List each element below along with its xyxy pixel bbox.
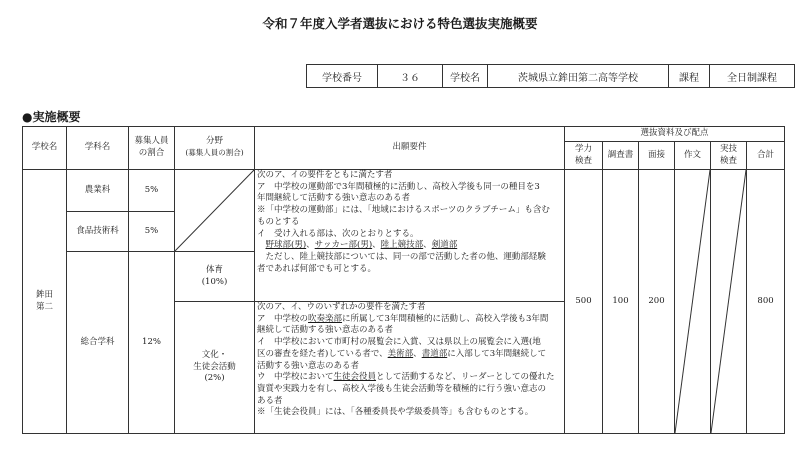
header-interview: 面接 (639, 142, 675, 170)
req2-line (257, 349, 562, 361)
header-practical-line1: 実技 (719, 143, 737, 154)
score-total: 800 (747, 170, 785, 434)
school-line1: 鉾田 (35, 289, 53, 300)
header-quota-line2: の割合 (138, 148, 165, 158)
field-sports (175, 252, 255, 302)
quota-food-technology: 5% (129, 212, 175, 252)
club-track: 陸上競技部 (380, 240, 424, 251)
header-field-line1: 分野 (205, 136, 223, 147)
score-essay-empty (675, 170, 711, 434)
score-report: 100 (603, 170, 639, 434)
header-academic-line1: 学力 (574, 143, 592, 154)
header-school: 学校名 (23, 127, 67, 170)
dept-food-technology: 食品技術科 (67, 212, 129, 252)
club-calligraphy: 書道部 (421, 348, 448, 359)
school-number-label: 学校番号 (307, 65, 378, 88)
requirements-sports (255, 170, 565, 302)
school-number-value: ３６ (378, 65, 443, 88)
student-council: 生徒会役員 (333, 372, 377, 383)
selection-overview-table (22, 126, 785, 434)
req2-line: ※「生徒会役員」には、「各種委員長や学級委員等」も含むものとする。 (257, 407, 534, 418)
header-essay: 作文 (675, 142, 711, 170)
document-title: 令和７年度入学者選抜における特色選抜実施概要 (262, 16, 538, 31)
diagonal-slash (711, 170, 746, 433)
diagonal-slash (675, 170, 710, 433)
club-soccer: サッカー部(男) (314, 240, 373, 251)
course-value: 全日制課程 (710, 65, 795, 88)
field-culture-line3: (2%) (204, 373, 225, 384)
field-culture (175, 302, 255, 434)
header-department: 学科名 (67, 127, 129, 170)
header-academic-test (565, 142, 603, 170)
header-total: 合計 (747, 142, 785, 170)
school-line2: 第二 (35, 301, 53, 312)
score-academic: 500 (565, 170, 603, 434)
header-materials: 選抜資料及び配点 (565, 127, 785, 142)
field-culture-line2: 生徒会活動 (193, 361, 236, 372)
dept-general: 総合学科 (67, 252, 129, 434)
school-info-table (306, 64, 795, 88)
header-practical-line2: 検査 (719, 155, 737, 166)
club-art: 美術部 (387, 348, 414, 359)
req2-text: ウ 中学校において (257, 372, 334, 383)
course-label: 課程 (669, 65, 710, 88)
header-field (175, 127, 255, 170)
req2-line: 活動する強い意志のある者 (257, 360, 360, 371)
school-name-label: 学校名 (443, 65, 488, 88)
req2-text: に入部して3年間継続して (447, 348, 547, 359)
req1-indent (257, 240, 266, 250)
requirements-culture (255, 302, 565, 434)
req2-line: イ 中学校において市町村の展覧会に入賞、又は県以上の展覧会に入選(地 (257, 337, 541, 348)
section-title: ●実施概要 (22, 110, 81, 124)
score-interview: 200 (639, 170, 675, 434)
req2-line: 継続して活動する強い意志のある者 (257, 325, 394, 336)
dept-agriculture: 農業科 (67, 170, 129, 212)
req2-text: として活動するなど、リーダーとしての優れた (376, 372, 555, 383)
req1-line: ア 中学校の運動部で3年間積極的に活動し、高校入学後も同一の種目を3 (257, 181, 540, 192)
req1-line: イ 受け入れる部は、次のとおりとする。 (257, 228, 419, 239)
req2-line: 次のア、イ、ウのいずれかの要件を満たす者 (257, 302, 426, 312)
sep: 、 (413, 348, 422, 359)
header-report: 調査書 (603, 142, 639, 170)
req1-line: ※「中学校の運動部」には、「地域におけるスポーツのクラブチーム」も含む (257, 205, 550, 216)
header-practical-test (711, 142, 747, 170)
field-sports-line2: (10%) (201, 276, 228, 287)
school-name-value: 茨城県立鉾田第二高等学校 (488, 65, 669, 88)
score-practical-empty (711, 170, 747, 434)
quota-agriculture: 5% (129, 170, 175, 212)
club-kendo: 剣道部 (431, 240, 458, 251)
header-quota-line1: 募集人員 (134, 136, 169, 147)
req2-text: 区の審査を経た者)している者で、 (257, 348, 388, 359)
req2-text: ア 中学校の (257, 313, 309, 324)
req2-line: ある者 (257, 395, 283, 406)
req1-line: 年間継続して活動する強い意志のある者 (257, 193, 411, 204)
req1-line: 者であれば何部でも可とする。 (257, 263, 377, 274)
quota-general: 12% (129, 252, 175, 434)
req2-line: 資質や実践力を有し、高校入学後も生徒会活動等を積極的に行う強い意志の (257, 384, 547, 395)
req1-line: 次のア、イの要件をともに満たす者 (257, 170, 393, 180)
club-brass-band: 吹奏楽部 (308, 313, 343, 324)
field-culture-line1: 文化・ (201, 349, 228, 360)
sep: 、 (372, 240, 381, 251)
req2-line (257, 314, 562, 326)
sep: 、 (423, 240, 432, 251)
school-cell (23, 170, 67, 434)
req1-clubs-line (257, 240, 562, 252)
req2-line (257, 372, 562, 384)
req2-text: に所属して3年間積極的に活動し、高校入学後も3年間 (342, 313, 549, 324)
club-baseball: 野球部(男) (265, 240, 307, 251)
req1-line: ものとする (257, 216, 300, 227)
diagonal-slash (175, 170, 254, 251)
header-academic-line2: 検査 (574, 155, 592, 166)
sep: 、 (306, 240, 315, 251)
req1-line: ただし、陸上競技部については、同一の部で活動した者の他、運動部経験 (257, 252, 546, 263)
field-empty-cell (175, 170, 255, 252)
header-field-line2: (募集人員の割合) (185, 148, 244, 157)
field-sports-line1: 体育 (205, 264, 223, 275)
header-requirements: 出願要件 (255, 127, 565, 170)
header-quota (129, 127, 175, 170)
